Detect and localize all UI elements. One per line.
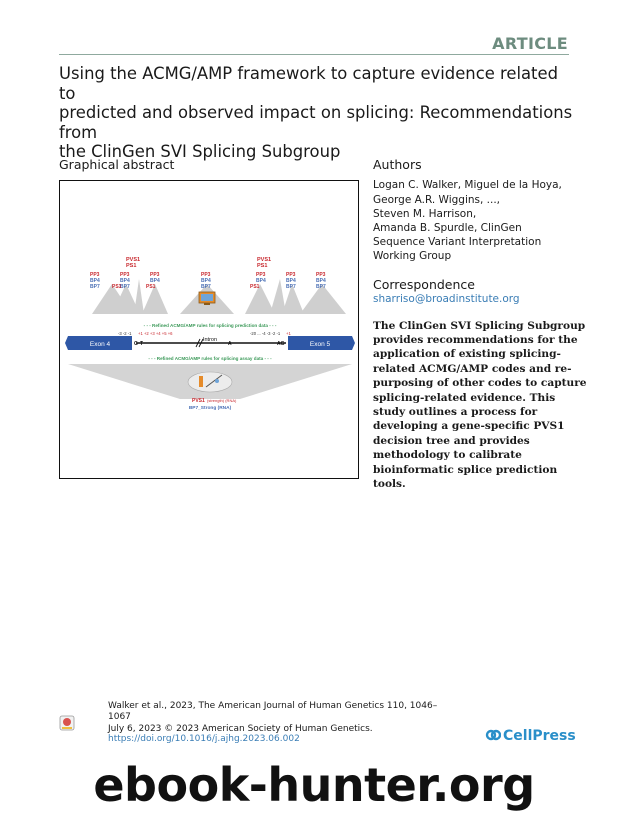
citation-line: Walker et al., 2023, The American Journal of Human Genetics 110, 1046– bbox=[108, 701, 438, 711]
bp4-label: BP4 bbox=[286, 278, 296, 284]
bp7-label: BP7 bbox=[90, 284, 100, 290]
correspondence-email-link[interactable]: sharriso@broadinstitute.org bbox=[373, 293, 520, 305]
branch-a: A bbox=[228, 341, 232, 347]
code-group bbox=[201, 272, 211, 290]
article-title bbox=[59, 64, 579, 162]
doi-link[interactable]: https://doi.org/10.1016/j.ajhg.2023.06.002 bbox=[108, 734, 300, 744]
code-group bbox=[112, 272, 130, 290]
summary-line: study outlines a process for bbox=[373, 406, 538, 418]
ps1-label: PS1 bbox=[112, 284, 122, 290]
code-group bbox=[316, 272, 326, 290]
exon4-label: Exon 4 bbox=[89, 341, 111, 348]
pvs1-label: PVS1 bbox=[257, 257, 272, 263]
bp4-label: BP4 bbox=[90, 278, 100, 284]
author-line: Logan C. Walker, Miguel de la Hoya, bbox=[373, 179, 562, 191]
pvs1-label: PVS1 bbox=[126, 257, 141, 263]
author-line: Working Group bbox=[373, 250, 452, 262]
prediction-rules-label: - - - Refined ACMG/AMP rules for splicing prediction data - - - bbox=[143, 323, 277, 328]
acceptor-positions: -20 ... -4 -3 -2 -1 bbox=[250, 331, 281, 336]
pp3-label: PP3 bbox=[150, 272, 160, 278]
summary-line: splicing-related evidence. This bbox=[373, 392, 556, 404]
author-line: Steven M. Harrison, bbox=[373, 208, 477, 220]
summary-line: provides recommendations for the bbox=[373, 334, 578, 346]
bp4-label: BP4 bbox=[120, 278, 130, 284]
donor-positions-left: -3 -2 -1 bbox=[118, 331, 132, 336]
correspondence-heading: Correspondence bbox=[373, 277, 475, 292]
pp3-label: PP3 bbox=[120, 272, 130, 278]
graphical-abstract-heading: Graphical abstract bbox=[59, 157, 175, 172]
bp7-label: BP7 bbox=[316, 284, 326, 290]
ps1-label: PS1 bbox=[250, 284, 260, 290]
bp4-label: BP4 bbox=[150, 278, 160, 284]
code-group bbox=[286, 272, 296, 290]
computer-icon bbox=[199, 292, 215, 305]
donor-positions-right: +1 +2 +3 +4 +5 +6 bbox=[138, 331, 173, 336]
header-divider bbox=[59, 54, 569, 55]
summary-line: purposing of other codes to capture bbox=[373, 377, 587, 389]
summary-line: developing a gene-specific PVS1 bbox=[373, 420, 565, 432]
watermark: ebook-hunter.org bbox=[93, 758, 535, 812]
cellpress-logo[interactable] bbox=[485, 727, 576, 744]
bp4-label: BP4 bbox=[316, 278, 326, 284]
pvs1-rna-suffix: (strength) (RNA) bbox=[207, 398, 237, 403]
ps1-label: PS1 bbox=[126, 263, 137, 269]
citation-line: July 6, 2023 © 2023 American Society of Human Genetics. bbox=[108, 724, 373, 734]
author-line: Amanda B. Spurdle, ClinGen bbox=[373, 222, 522, 234]
donor-g: G bbox=[134, 341, 138, 347]
assay-tube-icon bbox=[188, 372, 232, 392]
bp7-rna-label: BP7_Strong (RNA) bbox=[188, 406, 232, 411]
code-group bbox=[250, 272, 266, 290]
summary-line: decision tree and provides bbox=[373, 435, 530, 447]
author-line: Sequence Variant Interpretation bbox=[373, 236, 542, 248]
publisher-name: CellPress bbox=[503, 728, 576, 744]
summary-line: application of existing splicing- bbox=[373, 348, 561, 360]
code-group bbox=[90, 272, 100, 290]
donor-t: T bbox=[140, 341, 144, 347]
title-line: the ClinGen SVI Splicing Subgroup bbox=[59, 142, 341, 161]
author-line: George A.R. Wiggins, ..., bbox=[373, 194, 501, 206]
ps1-label: PS1 bbox=[257, 263, 268, 269]
summary-line: tools. bbox=[373, 478, 406, 490]
splicing-diagram bbox=[60, 181, 360, 480]
summary-line: bioinformatic splice prediction bbox=[373, 464, 558, 476]
acceptor-ag: AG bbox=[277, 341, 285, 347]
bp7-label: BP7 bbox=[286, 284, 296, 290]
code-group bbox=[146, 272, 160, 290]
graphical-abstract-figure bbox=[59, 180, 359, 479]
pp3-label: PP3 bbox=[316, 272, 326, 278]
summary-line: related ACMG/AMP codes and re- bbox=[373, 363, 572, 375]
evidence-triangle bbox=[270, 279, 286, 314]
cellpress-icon bbox=[485, 727, 501, 743]
title-line: predicted and observed impact on splicing: Recommendations from bbox=[59, 103, 573, 142]
bp7-label: BP7 bbox=[120, 284, 130, 290]
pp3-label: PP3 bbox=[286, 272, 296, 278]
acceptor-position-plus: +1 bbox=[286, 331, 291, 336]
title-line: Using the ACMG/AMP framework to capture evidence related to bbox=[59, 64, 558, 103]
pp3-label: PP3 bbox=[90, 272, 100, 278]
crossmark-icon[interactable] bbox=[59, 713, 75, 733]
pvs1-rna-label: PVS1 bbox=[192, 398, 205, 404]
pp3-label: PP3 bbox=[201, 272, 211, 278]
pp3-label: PP3 bbox=[256, 272, 266, 278]
bp4-label: BP4 bbox=[256, 278, 266, 284]
intron-label: Intron bbox=[202, 337, 218, 343]
summary-line: The ClinGen SVI Splicing Subgroup bbox=[373, 320, 586, 332]
ps1-label: PS1 bbox=[146, 284, 156, 290]
authors-heading: Authors bbox=[373, 157, 422, 172]
assay-rules-label: - - - Refined ACMG/AMP rules for splicing assay data - - - bbox=[148, 356, 272, 361]
citation-line: 1067 bbox=[108, 712, 131, 722]
evidence-triangle bbox=[134, 279, 144, 314]
exon5-label: Exon 5 bbox=[309, 341, 331, 348]
bp7-label: BP7 bbox=[201, 284, 211, 290]
bp4-label: BP4 bbox=[201, 278, 211, 284]
section-label: ARTICLE bbox=[492, 34, 568, 53]
summary-line: methodology to calibrate bbox=[373, 449, 522, 461]
